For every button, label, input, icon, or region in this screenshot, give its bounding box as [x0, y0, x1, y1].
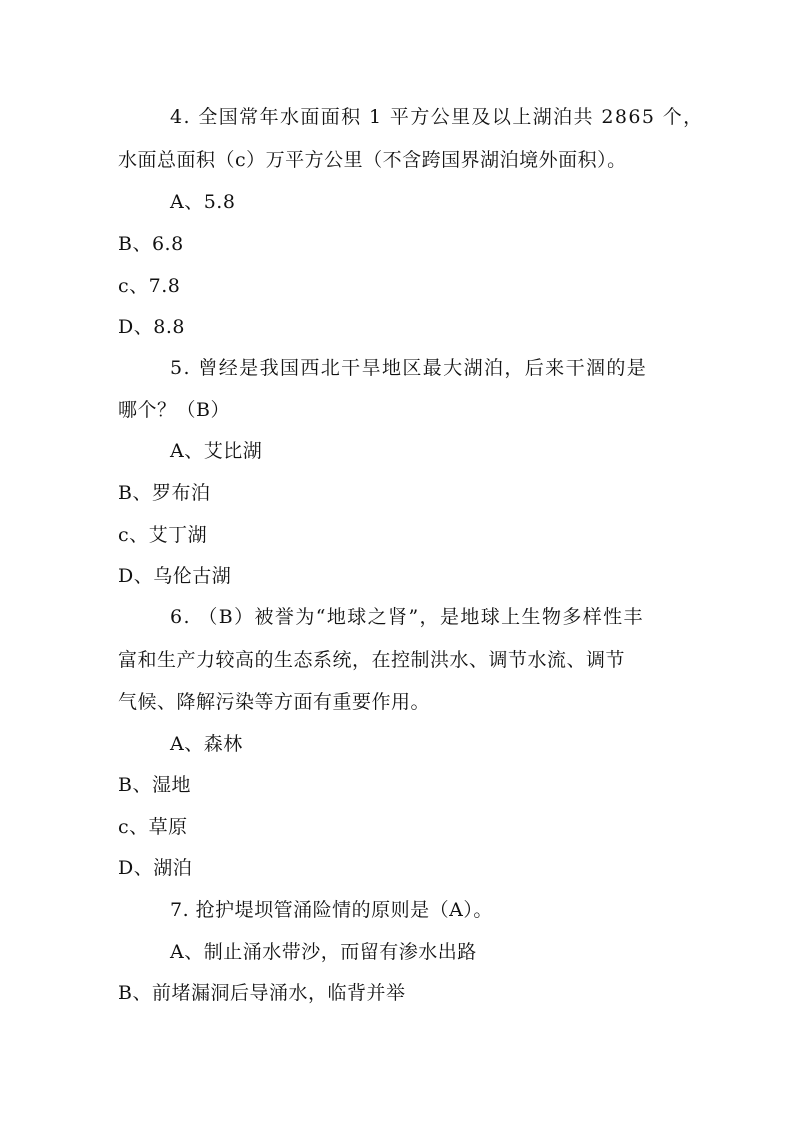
- question-4-option-a: A、5.8: [170, 191, 236, 213]
- question-5-stem-line-1: 5. 曾经是我国西北干旱地区最大湖泊，后来干涸的是: [170, 357, 648, 379]
- question-5-option-a: A、艾比湖: [170, 440, 263, 462]
- question-6-option-d: D、湖泊: [118, 857, 193, 879]
- question-5-stem-line-2: 哪个？（B）: [118, 399, 230, 421]
- question-5-option-b: B、罗布泊: [118, 482, 211, 504]
- question-4-option-c: c、7.8: [118, 275, 181, 297]
- question-6-option-b: B、湿地: [118, 774, 191, 796]
- question-7-option-b: B、前堵漏洞后导涌水，临背并举: [118, 982, 406, 1004]
- question-4-stem-line-1: 4. 全国常年水面面积 1 平方公里及以上湖泊共 2865 个，: [170, 106, 704, 128]
- question-6-stem-line-1: 6. （B）被誉为“地球之肾”，是地球上生物多样性丰: [170, 606, 644, 628]
- question-4-option-d: D、8.8: [118, 316, 185, 338]
- question-7-stem-line-1: 7. 抢护堤坝管涌险情的原则是（A）。: [170, 899, 493, 921]
- question-7-option-a: A、制止涌水带沙，而留有渗水出路: [170, 941, 477, 963]
- question-4-stem-line-2: 水面总面积（c）万平方公里（不含跨国界湖泊境外面积）。: [118, 149, 627, 171]
- question-6-stem-line-3: 气候、降解污染等方面有重要作用。: [118, 691, 431, 713]
- question-6-option-a: A、森林: [170, 733, 243, 755]
- question-6-stem-line-2: 富和生产力较高的生态系统，在控制洪水、调节水流、调节: [118, 649, 626, 671]
- question-5-option-c: c、艾丁湖: [118, 524, 208, 546]
- question-5-option-d: D、乌伦古湖: [118, 565, 232, 587]
- question-6-option-c: c、草原: [118, 816, 188, 838]
- question-4-option-b: B、6.8: [118, 233, 184, 255]
